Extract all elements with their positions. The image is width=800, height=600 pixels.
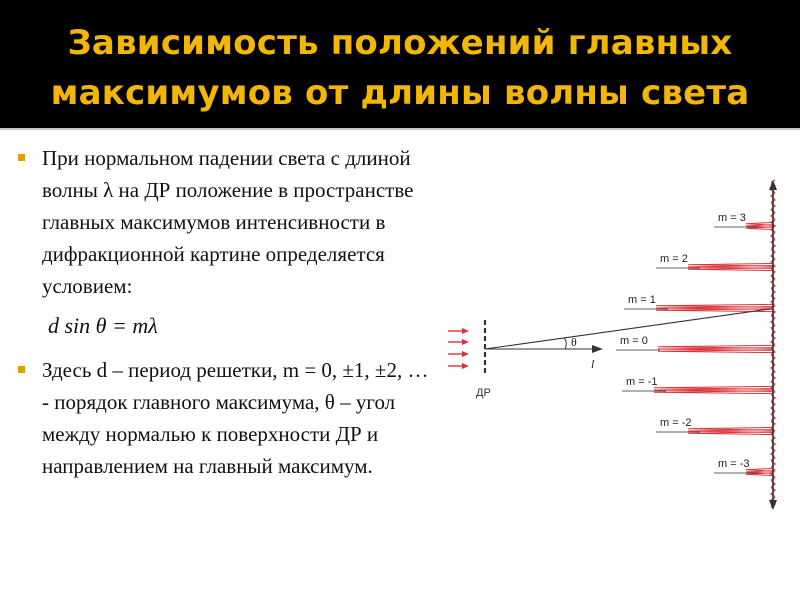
order-label-m-2: m = -2 [660, 417, 692, 429]
intensity-peak-m-2 [688, 427, 773, 434]
diffraction-diagram [440, 178, 790, 518]
incident-arrow-icon [448, 339, 469, 345]
bullet-definitions [14, 354, 434, 482]
incident-arrow-icon [448, 363, 469, 369]
bullet-definitions-text: Здесь d – период решетки, m = 0, ±1, ±2, … - порядок главного максимума, θ – угол между нормалью к поверхности ДР и направлением на главный максимум. [42, 358, 429, 478]
intensity-peak-m3 [746, 222, 773, 229]
order-label-m-3: m = -3 [718, 458, 750, 470]
order-label-m1: m = 1 [628, 294, 656, 306]
angle-label: θ [571, 335, 577, 349]
slide-title-line-1: Зависимость положений главных [67, 23, 733, 63]
intensity-peak-m-3 [746, 468, 773, 475]
incident-arrow-icon [448, 351, 469, 357]
angle-arc [564, 338, 566, 349]
intensity-peak-m2 [688, 263, 773, 270]
slide-body [14, 142, 434, 482]
bullet-square-icon [18, 154, 25, 161]
normal-label: l [591, 357, 595, 371]
screen-arrow-down-icon [769, 500, 777, 510]
slide-title [20, 18, 780, 118]
intensity-peak-m-1 [654, 386, 773, 393]
order-label-m-1: m = -1 [626, 376, 658, 388]
incident-light-arrows [448, 328, 469, 369]
grating-formula: d sin θ = mλ [48, 313, 158, 338]
normal-arrow-icon [592, 345, 603, 353]
order-label-m2: m = 2 [660, 253, 688, 265]
title-divider [0, 128, 800, 130]
bullet-condition [14, 142, 434, 302]
title-bar [0, 0, 800, 128]
slide-title-line-2: максимумов от длины волны света [50, 73, 750, 113]
diffraction-orders [616, 180, 775, 508]
order-label-m3: m = 3 [718, 212, 746, 224]
screen-arrow-up-icon [769, 180, 777, 190]
incident-arrow-icon [448, 328, 469, 334]
bullet-square-icon [18, 366, 25, 373]
grating-label: ДР [476, 387, 491, 399]
intensity-peak-m0 [658, 345, 773, 352]
bullet-condition-text: При нормальном падении света с длиной волны λ на ДР положение в пространстве главных максимумов интенсивности в дифракционной картине определяется условием: [42, 146, 414, 298]
order-label-m0: m = 0 [620, 335, 648, 347]
